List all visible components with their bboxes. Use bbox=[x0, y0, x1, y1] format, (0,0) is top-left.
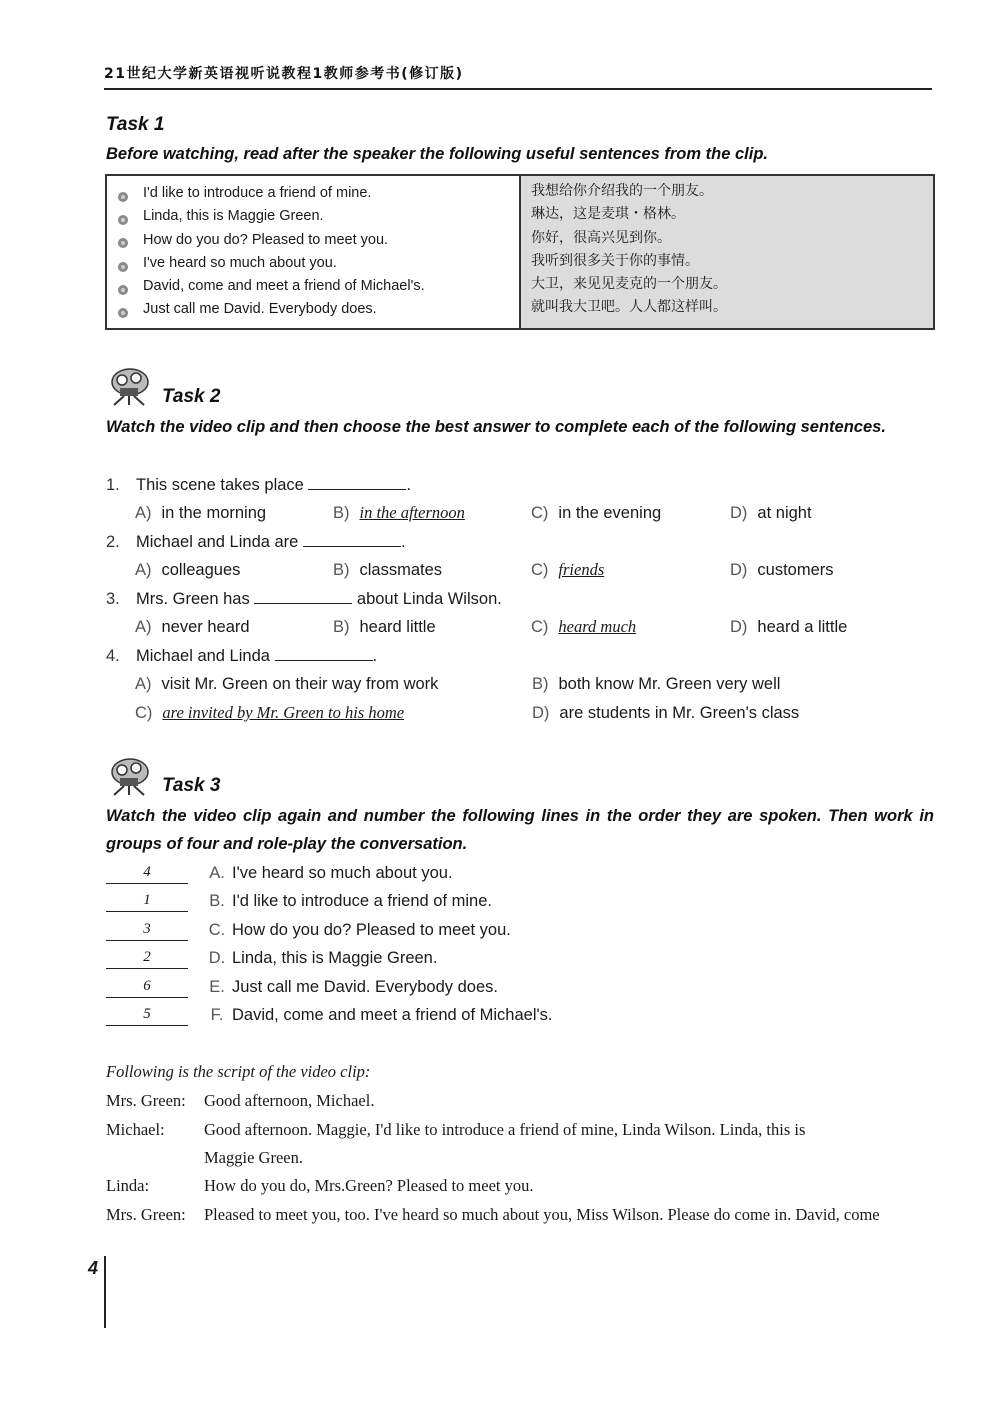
answer-blank bbox=[308, 475, 406, 490]
script-line: Michael: Good afternoon. Maggie, I'd like to introduce a friend of mine, Linda Wilson. Linda, this is Maggie Green. bbox=[106, 1120, 806, 1167]
option-2c-correct: C) friends bbox=[531, 560, 605, 579]
sentence-en: I'd like to introduce a friend of mine. bbox=[143, 185, 372, 201]
film-camera-icon bbox=[106, 366, 154, 406]
option-3c-correct: C) heard much bbox=[531, 617, 637, 636]
option-3d: D) heard a little bbox=[730, 618, 848, 636]
table-row bbox=[107, 182, 519, 205]
option-4a: A) visit Mr. Green on their way from work bbox=[135, 675, 439, 693]
question-3: 3. Mrs. Green has about Linda Wilson. bbox=[106, 590, 502, 608]
page-number: 4 bbox=[88, 1258, 99, 1278]
option-3a: A) never heard bbox=[135, 618, 250, 636]
task2-title: Task 2 bbox=[162, 386, 221, 407]
option-2a: A) colleagues bbox=[135, 561, 241, 579]
answer-blank bbox=[303, 532, 401, 547]
watermark-band bbox=[456, 402, 893, 782]
table-row: 我听到很多关于你的事情。 bbox=[531, 252, 699, 269]
script-line: Mrs. Green: Pleased to meet you, too. I've heard so much about you, Miss Wilson. Please do come in. David, come bbox=[106, 1205, 880, 1224]
table-row bbox=[107, 275, 519, 298]
table-row bbox=[107, 229, 519, 252]
page-margin-rule bbox=[104, 1256, 106, 1328]
table-row bbox=[107, 298, 519, 321]
question-1: 1. This scene takes place . bbox=[106, 476, 412, 494]
task1-title: Task 1 bbox=[106, 114, 165, 135]
speaker-bullet-icon bbox=[117, 211, 129, 223]
option-1a: A) in the morning bbox=[135, 504, 267, 522]
task1-english-column bbox=[107, 176, 521, 328]
task1-chinese-column bbox=[521, 176, 933, 328]
option-1d: D) at night bbox=[730, 504, 812, 522]
option-4d: D) are students in Mr. Green's class bbox=[532, 704, 800, 722]
table-row: 大卫，来见见麦克的一个朋友。 bbox=[531, 276, 727, 293]
table-row bbox=[107, 252, 519, 275]
list-item: 3 C. How do you do? Pleased to meet you. bbox=[106, 919, 511, 941]
script-intro: Following is the script of the video clip: bbox=[106, 1062, 371, 1081]
sentence-en: How do you do? Pleased to meet you. bbox=[143, 231, 389, 248]
script-line: Linda: How do you do, Mrs.Green? Pleased to meet you. bbox=[106, 1176, 534, 1195]
list-item: 6 E. Just call me David. Everybody does. bbox=[106, 976, 498, 998]
sentence-en: Just call me David. Everybody does. bbox=[143, 301, 377, 318]
answer-blank bbox=[254, 589, 352, 604]
speaker-bullet-icon bbox=[117, 188, 129, 200]
speaker-bullet-icon bbox=[117, 258, 129, 270]
answer-blank bbox=[275, 646, 373, 661]
task3-instruction: Watch the video clip again and number the following lines in the order they are spoken. Then work in groups of four and role-play the conversation. bbox=[106, 807, 934, 853]
list-item: 1 B. I'd like to introduce a friend of mine. bbox=[106, 890, 492, 912]
option-1b-correct: B) in the afternoon bbox=[333, 503, 465, 522]
option-4b: B) both know Mr. Green very well bbox=[532, 675, 781, 693]
option-2b: B) classmates bbox=[333, 561, 443, 579]
table-row: 就叫我大卫吧。人人都这样叫。 bbox=[531, 299, 727, 316]
option-2d: D) customers bbox=[730, 561, 834, 579]
table-row: 我想给你介绍我的一个朋友。 bbox=[531, 183, 713, 199]
task1-sentence-table bbox=[105, 174, 935, 330]
running-header: 21世纪大学新英语视听说教程1教师参考书(修订版) bbox=[104, 62, 932, 90]
speaker-bullet-icon bbox=[117, 234, 129, 246]
option-1c: C) in the evening bbox=[531, 504, 662, 522]
speaker-bullet-icon bbox=[117, 281, 129, 293]
sentence-en: David, come and meet a friend of Michael's. bbox=[143, 278, 425, 295]
sentence-en: I've heard so much about you. bbox=[143, 254, 337, 271]
task2-instruction: Watch the video clip and then choose the best answer to complete each of the following sentences. bbox=[106, 418, 886, 436]
question-2: 2. Michael and Linda are . bbox=[106, 533, 406, 551]
film-camera-icon bbox=[106, 756, 154, 796]
script-line: Mrs. Green: Good afternoon, Michael. bbox=[106, 1091, 375, 1110]
question-4: 4. Michael and Linda . bbox=[106, 647, 378, 665]
option-4c-correct: C) are invited by Mr. Green to his home bbox=[135, 703, 405, 722]
sentence-en: Linda, this is Maggie Green. bbox=[143, 208, 324, 225]
option-3b: B) heard little bbox=[333, 618, 436, 636]
table-row: 你好，很高兴见到你。 bbox=[531, 229, 671, 246]
task3-title: Task 3 bbox=[162, 775, 221, 796]
list-item: 4 A. I've heard so much about you. bbox=[106, 862, 453, 884]
table-row: 琳达，这是麦琪・格林。 bbox=[531, 206, 685, 223]
table-row bbox=[107, 205, 519, 228]
speaker-bullet-icon bbox=[117, 304, 129, 316]
watermark bbox=[456, 402, 903, 794]
list-item: 2 D. Linda, this is Maggie Green. bbox=[106, 947, 437, 969]
task1-instruction: Before watching, read after the speaker the following useful sentences from the clip. bbox=[106, 145, 768, 163]
list-item: 5 F. David, come and meet a friend of Michael's. bbox=[106, 1004, 552, 1026]
